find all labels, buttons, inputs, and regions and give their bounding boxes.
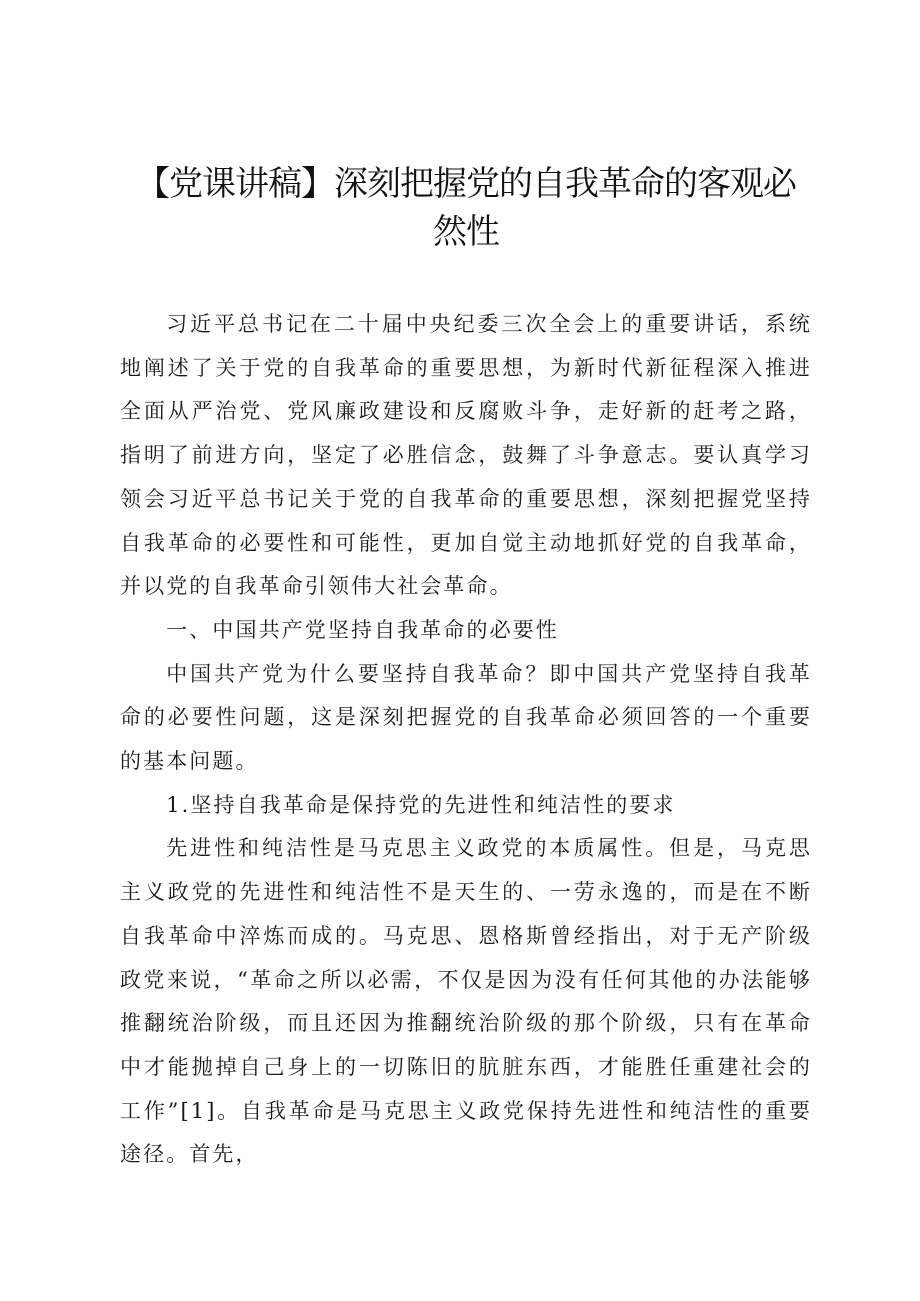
subsection-heading: 1.坚持自我革命是保持党的先进性和纯洁性的要求 xyxy=(166,792,676,817)
body-paragraph: 中国共产党为什么要坚持自我革命？即中国共产党坚持自我革命的必要性问题，这是深刻把握党的自我革命必须回答的一个重要的基本问题。 xyxy=(120,661,812,774)
document-body xyxy=(120,303,812,1177)
body-paragraph: 先进性和纯洁性是马克思主义政党的本质属性。但是，马克思主义政党的先进性和纯洁性不是天生的、一劳永逸的，而是在不断自我革命中淬炼而成的。马克思、恩格斯曾经指出，对于无产阶级政党来说，“革命之所以必需，不仅是因为没有任何其他的办法能够推翻统治阶级，而且还因为推翻统治阶级的那个阶级，只有在革命中才能抛掉自己身上的一切陈旧的肮脏东西，才能胜任重建社会的工作”[1]。自我革命是马克思主义政党保持先进性和纯洁性的重要途径。首先， xyxy=(120,836,812,1167)
document-title: 【党课讲稿】深刻把握党的自我革命的客观必然性 xyxy=(136,164,796,252)
intro-paragraph: 习近平总书记在二十届中央纪委三次全会上的重要讲话，系统地阐述了关于党的自我革命的重要思想，为新时代新征程深入推进全面从严治党、党风廉政建设和反腐败斗争，走好新的赶考之路，指明了前进方向，坚定了必胜信念，鼓舞了斗争意志。要认真学习领会习近平总书记关于党的自我革命的重要思想，深刻把握党坚持自我革命的必要性和可能性，更加自觉主动地抓好党的自我革命，并以党的自我革命引领伟大社会革命。 xyxy=(120,312,812,599)
section-heading: 一、中国共产党坚持自我革命的必要性 xyxy=(166,617,559,642)
